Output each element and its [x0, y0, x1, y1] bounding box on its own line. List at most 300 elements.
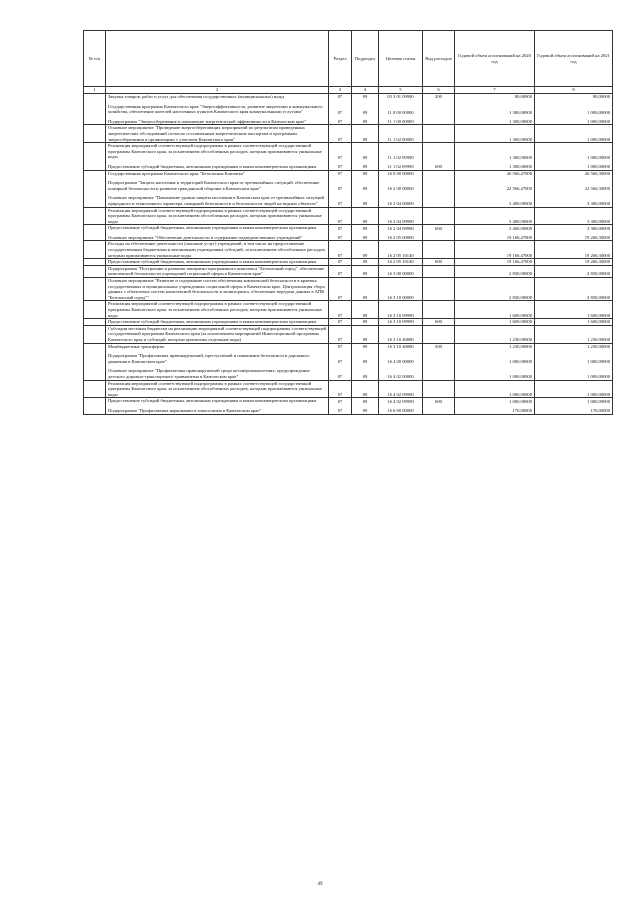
- subsection-value: 09: [362, 109, 368, 115]
- amount-2020-cell: [455, 241, 535, 259]
- amount-2020-value: 1 300,00000: [509, 119, 532, 125]
- expense-type-value: 500: [435, 344, 442, 350]
- table-row: [84, 170, 613, 207]
- target-value: 16 0 00 00000: [387, 171, 414, 177]
- target-value: 16 6 00 00000: [387, 408, 414, 414]
- amount-2021-value: 1 230,00000: [587, 336, 610, 342]
- amount-2021-cell: [535, 94, 613, 125]
- amount-2021-value: 1 230,00000: [587, 344, 610, 350]
- section-cell: [329, 125, 352, 143]
- section-cell: [329, 241, 352, 259]
- subsection-value: 09: [362, 201, 368, 207]
- section-cell: [329, 259, 352, 266]
- subsection-cell: [352, 241, 379, 259]
- expense-type-value: [424, 271, 453, 277]
- expense-type-cell: [423, 380, 455, 398]
- target-value: 16 3 10 09990: [387, 319, 414, 325]
- row-number-cell: [84, 259, 106, 266]
- item-name: Межбюджетные трансферты: [108, 343, 165, 349]
- amount-2021-value: 1 000,00000: [587, 374, 610, 380]
- header-2021: Годовой объем ассигнований на 2021 год: [535, 31, 613, 87]
- item-name-cell: [106, 94, 329, 125]
- target-value: 16 3 10 40080: [387, 336, 414, 342]
- section-value: 07: [337, 408, 343, 414]
- target-value: 16 2 04 09990: [387, 225, 414, 231]
- expense-type-value: 200: [435, 94, 442, 100]
- table-row: [84, 225, 613, 241]
- amount-2020-cell: [455, 225, 535, 241]
- subsection-value: 09: [362, 225, 368, 231]
- section-cell: [329, 319, 352, 326]
- section-value: 07: [337, 271, 343, 277]
- item-name-cell: [106, 207, 329, 225]
- target-cell: [379, 241, 423, 259]
- subsection-value: 09: [362, 154, 368, 160]
- expense-type-cell: [423, 241, 455, 259]
- column-number: 4: [352, 87, 379, 94]
- target-cell: [379, 170, 423, 207]
- section-cell: [329, 94, 352, 125]
- expense-type-value: [423, 110, 454, 116]
- section-cell: [329, 225, 352, 241]
- amount-2020-value: 1 000,00000: [509, 359, 532, 365]
- amount-2020-value: 22 566,47000: [506, 186, 532, 192]
- subsection-value: 09: [362, 171, 368, 177]
- item-name: Предоставление субсидий бюджетным, автономным учреждениям и иным некоммерческим организациям: [108, 259, 317, 265]
- amount-2021-value: 22 566,30000: [584, 186, 610, 192]
- amount-2020-value: 26 566,47000: [506, 171, 532, 177]
- target-value: 11 1 02 09990: [387, 164, 414, 170]
- amount-2020-cell: [455, 398, 535, 414]
- expense-type-value: [423, 171, 454, 177]
- section-value: 07: [337, 374, 343, 380]
- subsection-value: 09: [362, 252, 368, 258]
- amount-2021-cell: [535, 259, 613, 266]
- amount-2020-value: 1 300,00000: [509, 154, 532, 160]
- amount-2020-value: 3 400,00000: [509, 225, 532, 231]
- table-row: [84, 343, 613, 380]
- item-name-cell: [106, 170, 329, 207]
- section-value: 07: [337, 235, 343, 241]
- row-number-cell: [84, 325, 106, 343]
- amount-2020-cell: [455, 94, 535, 125]
- expense-type-value: [424, 137, 453, 143]
- expense-type-cell: [423, 265, 455, 277]
- subsection-value: 09: [362, 186, 368, 192]
- target-value: 11 1 02 00000: [387, 136, 414, 142]
- subsection-value: 09: [362, 271, 368, 277]
- item-name: Предоставление субсидий бюджетным, автономным учреждениям и иным некоммерческим организациям: [108, 163, 317, 169]
- subsection-value: 09: [362, 294, 368, 300]
- amount-2021-value: 2 830,00000: [587, 271, 610, 277]
- subsection-cell: [352, 225, 379, 241]
- amount-2020-value: 19 166,47000: [506, 252, 532, 258]
- header-2020: Годовой объем ассигнований на 2020 год: [455, 31, 535, 87]
- item-name: Подпрограмма "Энергосбережение и повышение энергетической эффективности в Камчатском крае": [108, 118, 307, 124]
- table-row: [84, 325, 613, 343]
- expense-type-cell: [423, 143, 455, 170]
- amount-2021-value: 1 000,00000: [587, 391, 610, 397]
- row-number-cell: [84, 265, 106, 277]
- table-row: [84, 94, 613, 125]
- column-number: 2: [106, 87, 329, 94]
- expense-type-value: [424, 253, 453, 259]
- expense-type-value: 600: [435, 259, 442, 265]
- amount-2021-value: 1 000,00000: [587, 136, 610, 142]
- amount-2021-value: 26 566,30000: [584, 171, 610, 177]
- amount-2021-value: 1 000,00000: [587, 164, 610, 170]
- subsection-cell: [352, 380, 379, 398]
- item-name: Подпрограмма "Защита населения и территорий Камчатского края от чрезвычайных ситуаций, обеспечение пожарной безопасности и развитие гражданской обороны в Камчатском крае": [108, 180, 320, 191]
- target-cell: [379, 319, 423, 326]
- table-header-row: [84, 31, 613, 87]
- amount-2021-value: 1 600,00000: [587, 312, 610, 318]
- target-cell: [379, 125, 423, 143]
- amount-2020-cell: [455, 325, 535, 343]
- amount-2020-value: 2 830,00000: [509, 271, 532, 277]
- target-cell: [379, 94, 423, 125]
- expense-type-cell: [423, 325, 455, 343]
- item-name-cell: [106, 225, 329, 241]
- item-name-cell: [106, 278, 329, 301]
- section-value: 07: [337, 259, 343, 265]
- expense-type-value: [424, 219, 453, 225]
- amount-2021-cell: [535, 319, 613, 326]
- subsection-value: 09: [362, 119, 368, 125]
- amount-2021-cell: [535, 343, 613, 380]
- amount-2021-value: 3 300,00000: [587, 201, 610, 207]
- subsection-value: 09: [362, 235, 368, 241]
- item-name: Реализация мероприятий соответствующей подпрограммы в рамках соответствующей государственной программы Камчатского края, за исключением обособленных расходов, которым присваиваются уникальные коды: [108, 380, 322, 397]
- target-cell: [379, 207, 423, 225]
- subsection-value: 09: [362, 259, 368, 265]
- amount-2021-value: 19 266,30000: [584, 259, 610, 265]
- amount-2021-value: 19 266,30000: [584, 235, 610, 241]
- section-cell: [329, 343, 352, 380]
- section-value: 07: [337, 109, 343, 115]
- item-name-cell: [106, 265, 329, 277]
- expense-type-value: [423, 119, 454, 125]
- target-value: 16 4 02 09990: [387, 391, 414, 397]
- amount-2021-value: 3 300,00000: [587, 225, 610, 231]
- amount-2021-value: 1 000,00000: [587, 119, 610, 125]
- target-value: 05 3 01 09990: [387, 94, 414, 100]
- target-value: 11 1 02 09990: [387, 154, 414, 160]
- target-value: 16 3 10 00000: [387, 294, 414, 300]
- amount-2020-value: 1 000,00000: [509, 374, 532, 380]
- table-row: [84, 265, 613, 277]
- expense-type-value: 600: [435, 164, 442, 170]
- subsection-cell: [352, 398, 379, 414]
- expense-type-cell: [423, 125, 455, 143]
- amount-2020-value: 1 000,00000: [509, 391, 532, 397]
- amount-2020-cell: [455, 265, 535, 277]
- item-name: Субсидии местным бюджетам на реализацию мероприятий соответствующей подпрограммы соответствующей государственной программы Камчатского края (за исключением мероприятий Инвестиционной программы Камчатского края и субсидий, которым присвоены отдельные коды): [108, 325, 327, 342]
- target-value: 16 2 04 09990: [387, 218, 414, 224]
- target-value: 16 4 00 00000: [387, 359, 414, 365]
- subsection-value: 09: [362, 94, 368, 100]
- target-value: 16 3 00 00000: [387, 271, 414, 277]
- subsection-value: 09: [362, 398, 368, 404]
- target-value: 11 0 00 00000: [387, 109, 414, 115]
- row-number-cell: [84, 398, 106, 414]
- subsection-cell: [352, 143, 379, 170]
- amount-2020-value: 1 230,00000: [509, 344, 532, 350]
- subsection-cell: [352, 170, 379, 207]
- subsection-cell: [352, 343, 379, 380]
- item-name: Основное мероприятие "Проведение энергосберегающих мероприятий по результатам проведенных энергетических обследований согласно составленным энергетическим паспортам и программам энергосбережения в организациях с участием Камчатского края": [108, 125, 305, 142]
- amount-2020-value: 1 230,00000: [509, 336, 532, 342]
- amount-2020-cell: [455, 170, 535, 207]
- row-number-cell: [84, 278, 106, 301]
- item-name: Закупка товаров, работ и услуг для обеспечения государственных (муниципальных) нужд: [108, 94, 284, 99]
- section-value: 07: [337, 186, 343, 192]
- expense-type-value: [423, 374, 454, 380]
- target-value: 16 4 02 09990: [387, 398, 414, 404]
- subsection-value: 09: [362, 344, 368, 350]
- expense-type-value: [424, 392, 453, 398]
- header-expense-type: Вид расходов: [423, 31, 455, 87]
- target-value: 16 4 02 00000: [387, 374, 414, 380]
- section-cell: [329, 398, 352, 414]
- amount-2021-cell: [535, 207, 613, 225]
- table-row: [84, 259, 613, 266]
- item-name: Предоставление субсидий бюджетным, автономным учреждениям и иным некоммерческим организациям: [108, 398, 317, 404]
- amount-2020-value: 3 400,00000: [509, 201, 532, 207]
- subsection-value: 09: [362, 336, 368, 342]
- subsection-value: 09: [362, 164, 368, 170]
- expense-type-value: 600: [435, 225, 442, 231]
- target-cell: [379, 398, 423, 414]
- item-name: Государственная программа Камчатского края "Энергоэффективность, развитие энергетики и коммунального хозяйства, обеспечение жителей населенных пунктов Камчатского края коммунальными услугами": [108, 103, 323, 115]
- table-row: [84, 301, 613, 319]
- item-name-cell: [106, 380, 329, 398]
- section-cell: [329, 207, 352, 225]
- amount-2020-cell: [455, 380, 535, 398]
- amount-2021-value: 1 000,00000: [587, 154, 610, 160]
- amount-2021-cell: [535, 125, 613, 143]
- row-number-cell: [84, 319, 106, 326]
- expense-type-cell: [423, 94, 455, 125]
- item-name: Подпрограмма "Построение и развитие аппаратно-программного комплекса "Безопасный город", обеспечение комплексной безопасности учреждений социальной сферы в Камчатском крае": [108, 265, 325, 277]
- item-name: Государственная программа Камчатского края "Безопасная Камчатка": [108, 170, 245, 176]
- subsection-cell: [352, 278, 379, 301]
- row-number-cell: [84, 301, 106, 319]
- section-cell: [329, 301, 352, 319]
- section-value: 07: [337, 312, 343, 318]
- column-number: 5: [379, 87, 423, 94]
- section-value: 07: [337, 136, 343, 142]
- amount-2020-cell: [455, 207, 535, 225]
- amount-2021-value: 19 266,30000: [584, 252, 610, 258]
- expense-type-cell: [423, 225, 455, 241]
- target-cell: [379, 225, 423, 241]
- section-cell: [329, 265, 352, 277]
- amount-2021-cell: [535, 143, 613, 170]
- table-row: [84, 207, 613, 225]
- section-cell: [329, 143, 352, 170]
- row-number-cell: [84, 94, 106, 125]
- amount-2021-cell: [535, 241, 613, 259]
- expense-type-cell: [423, 319, 455, 326]
- amount-2021-cell: [535, 278, 613, 301]
- amount-2021-cell: [535, 301, 613, 319]
- section-value: 07: [337, 154, 343, 160]
- row-number-cell: [84, 225, 106, 241]
- expense-type-value: 600: [435, 398, 442, 404]
- table-row: [84, 380, 613, 398]
- target-cell: [379, 343, 423, 380]
- amount-2021-cell: [535, 170, 613, 207]
- amount-2021-value: 2 830,00000: [587, 294, 610, 300]
- row-number-cell: [84, 143, 106, 170]
- amount-2020-cell: [455, 319, 535, 326]
- item-name: Реализация мероприятий соответствующей подпрограммы в рамках соответствующей государственной программы Камчатского края, за исключением обособленных расходов, которым присваиваются уникальные коды: [108, 207, 322, 224]
- item-name: Подпрограмма "Профилактика правонарушений, преступлений и повышение безопасности дорожного движения в Камчатском крае": [108, 353, 310, 364]
- item-name-cell: [106, 398, 329, 414]
- amount-2021-cell: [535, 398, 613, 414]
- amount-2021-value: 1 000,00000: [587, 109, 610, 115]
- subsection-cell: [352, 259, 379, 266]
- expense-type-value: [424, 295, 453, 301]
- amount-2020-value: 1 300,00000: [509, 164, 532, 170]
- subsection-cell: [352, 94, 379, 125]
- item-name: Реализация мероприятий соответствующей подпрограммы в рамках соответствующей государственной программы Камчатского края, за исключением обособленных расходов, которым присваиваются уникальные коды: [108, 143, 322, 160]
- subsection-cell: [352, 125, 379, 143]
- item-name: Основное мероприятие "Профилактика правонарушений среди несовершеннолетних, предупреждение детского дорожно-транспортного травматизма в Камчатском крае": [108, 368, 310, 379]
- table-body: [84, 94, 613, 415]
- expense-type-value: [423, 235, 454, 241]
- subsection-cell: [352, 301, 379, 319]
- table-row: [84, 319, 613, 326]
- target-cell: [379, 259, 423, 266]
- subsection-value: 09: [362, 391, 368, 397]
- amount-2021-value: 170,00000: [590, 408, 610, 414]
- target-cell: [379, 325, 423, 343]
- amount-2020-cell: [455, 278, 535, 301]
- amount-2020-value: 1 600,00000: [509, 319, 532, 325]
- section-cell: [329, 170, 352, 207]
- row-number-cell: [84, 343, 106, 380]
- table-row: [84, 241, 613, 259]
- section-value: 07: [337, 319, 343, 325]
- section-cell: [329, 325, 352, 343]
- section-value: 07: [337, 201, 343, 207]
- section-value: 07: [337, 344, 343, 350]
- target-value: 16 2 00 00000: [387, 186, 414, 192]
- amount-2020-value: 3 400,00000: [509, 218, 532, 224]
- item-name-cell: [106, 325, 329, 343]
- subsection-cell: [352, 325, 379, 343]
- table-row: [84, 143, 613, 170]
- amount-2020-cell: [455, 301, 535, 319]
- item-name: Расходы на обеспечение деятельности (оказание услуг) учреждений, в том числе на предоставление государственным бюджетным и автономным учреждениям субсидий, за исключением обособленных расходов, которым присваиваются уникальные коды: [108, 241, 326, 258]
- expense-type-value: [423, 408, 454, 414]
- item-name-cell: [106, 301, 329, 319]
- subsection-cell: [352, 265, 379, 277]
- header-target: Целевая статья: [379, 31, 423, 87]
- amount-2021-cell: [535, 380, 613, 398]
- section-value: 07: [337, 391, 343, 397]
- section-cell: [329, 380, 352, 398]
- target-cell: [379, 380, 423, 398]
- target-value: 16 2 05 10140: [387, 259, 414, 265]
- amount-2021-cell: [535, 265, 613, 277]
- column-number: 6: [423, 87, 455, 94]
- amount-2020-value: 170,00000: [512, 408, 532, 414]
- subsection-cell: [352, 319, 379, 326]
- item-name-cell: [106, 143, 329, 170]
- amount-2020-value: 1 600,00000: [509, 312, 532, 318]
- item-name: Основное мероприятие "Повышение уровня защиты населения в Камчатском крае от чрезвычайных ситуаций природного и техногенного характера, пожарной безопасности и безопасности людей на водных объектах": [108, 195, 324, 206]
- target-cell: [379, 265, 423, 277]
- amount-2021-value: 1 000,00000: [587, 398, 610, 404]
- item-name: Реализация мероприятий соответствующей подпрограммы в рамках соответствующей государственной программы Камчатского края, за исключением обособленных расходов, которым присваиваются уникальные коды: [108, 301, 322, 318]
- expense-type-value: [423, 201, 454, 207]
- section-value: 07: [337, 171, 343, 177]
- target-value: 16 2 04 00000: [387, 201, 414, 207]
- expense-type-value: [423, 155, 454, 161]
- row-number-cell: [84, 125, 106, 143]
- item-name: Основное мероприятие "Развитие и содержание систем обеспечения комплексной безопасности в краевых государственных и муниципальных учреждениях социальной сферы в Камчатском крае. Централизация сбора данных с объектовых систем комплексной безопасности и мониторинга, обеспечение передачи данных в АПК "Безопасный город"": [108, 278, 325, 300]
- expense-type-cell: [423, 343, 455, 380]
- table-row: [84, 278, 613, 301]
- section-value: 07: [337, 252, 343, 258]
- subsection-cell: [352, 207, 379, 225]
- section-value: 07: [337, 398, 343, 404]
- amount-2020-cell: [455, 259, 535, 266]
- section-value: 07: [337, 225, 343, 231]
- amount-2020-value: 80,00000: [514, 94, 532, 100]
- column-number-row: [84, 87, 613, 94]
- expense-type-value: [423, 186, 454, 192]
- subsection-value: 09: [362, 218, 368, 224]
- amount-2020-value: 19 166,47000: [506, 259, 532, 265]
- section-value: 07: [337, 336, 343, 342]
- budget-table: [83, 30, 613, 415]
- target-value: 16 2 05 00000: [387, 235, 414, 241]
- target-value: 16 3 10 09990: [387, 312, 414, 318]
- column-number: 1: [84, 87, 106, 94]
- subsection-value: 09: [362, 374, 368, 380]
- header-name: [106, 31, 329, 87]
- amount-2020-cell: [455, 343, 535, 380]
- expense-type-cell: [423, 278, 455, 301]
- row-number-cell: [84, 170, 106, 207]
- item-name: Основное мероприятие "Обеспечение деятельности и содержание подведомственных учреждений": [108, 234, 303, 240]
- item-name: Подпрограмма "Профилактика наркомании и алкоголизма в Камчатском крае": [108, 407, 262, 413]
- amount-2021-cell: [535, 325, 613, 343]
- amount-2020-value: 1 000,00000: [509, 398, 532, 404]
- expense-type-value: [423, 359, 454, 365]
- header-section: Раздел: [329, 31, 352, 87]
- target-value: 16 3 10 40080: [387, 344, 414, 350]
- column-number: 3: [329, 87, 352, 94]
- column-number: 7: [455, 87, 535, 94]
- header-subsection: Подраздел: [352, 31, 379, 87]
- subsection-value: 09: [362, 136, 368, 142]
- expense-type-cell: [423, 301, 455, 319]
- section-value: 07: [337, 359, 343, 365]
- section-value: 07: [337, 218, 343, 224]
- section-value: 07: [337, 164, 343, 170]
- expense-type-cell: [423, 170, 455, 207]
- target-cell: [379, 301, 423, 319]
- target-cell: [379, 143, 423, 170]
- subsection-value: 09: [362, 319, 368, 325]
- amount-2021-cell: [535, 225, 613, 241]
- amount-2021-value: 80,00000: [592, 94, 610, 100]
